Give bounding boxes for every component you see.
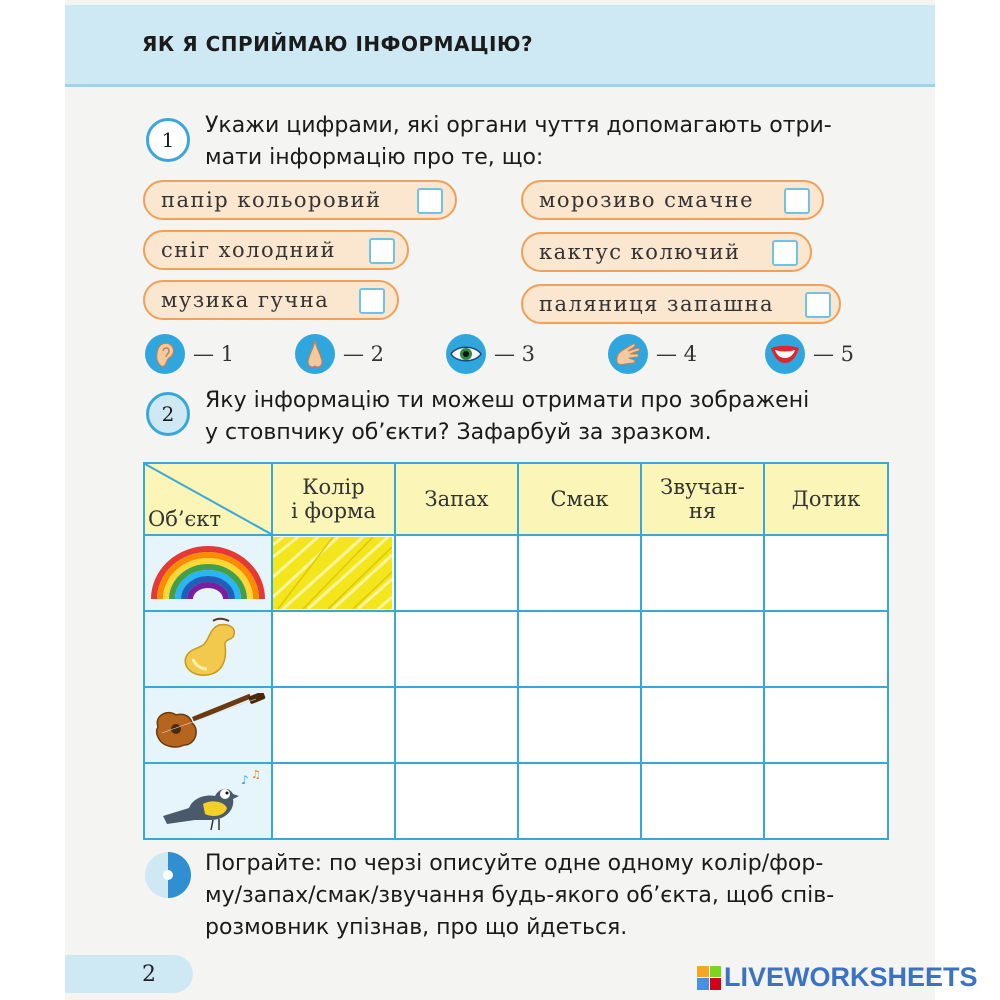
item-pill-bread bbox=[521, 284, 841, 324]
page-number-tab bbox=[65, 955, 193, 993]
item-label: папір кольоровий bbox=[161, 188, 382, 212]
play-together-icon bbox=[143, 850, 193, 900]
play-line3: розмовник упізнав, про що йдеться. bbox=[205, 915, 628, 940]
sense-mouth bbox=[765, 334, 854, 374]
answer-cell[interactable] bbox=[518, 763, 641, 839]
column-header-line2: і форма bbox=[291, 499, 376, 523]
object-cell bbox=[144, 763, 272, 839]
svg-text:♪: ♪ bbox=[241, 773, 249, 787]
ear-icon bbox=[145, 334, 185, 374]
object-cell bbox=[144, 611, 272, 687]
corner-header bbox=[144, 463, 272, 535]
page-title: ЯК Я СПРИЙМАЮ ІНФОРМАЦІЮ? bbox=[142, 32, 534, 56]
pear-icon bbox=[173, 615, 243, 679]
answer-cell[interactable] bbox=[764, 611, 888, 687]
answer-box-music[interactable] bbox=[359, 288, 385, 314]
table-row-pear bbox=[144, 611, 888, 687]
answer-cell[interactable] bbox=[518, 611, 641, 687]
nose-icon bbox=[295, 334, 335, 374]
task1-line2: мати інформацію про те, що: bbox=[205, 145, 544, 170]
task2-line1: Яку інформацію ти можеш отримати про зображені bbox=[205, 388, 810, 413]
column-header-line1: Смак bbox=[550, 487, 609, 511]
answer-cell[interactable] bbox=[395, 687, 518, 763]
play-line2: му/запах/смак/звучання будь-якого об’єкта, щоб спів- bbox=[205, 883, 835, 908]
mouth-icon bbox=[765, 334, 805, 374]
column-header-line1: Колір bbox=[302, 475, 365, 499]
sense-number-text: — 3 bbox=[494, 342, 536, 366]
item-pill-cactus bbox=[521, 232, 812, 272]
answer-cell[interactable] bbox=[641, 763, 764, 839]
answer-cell[interactable] bbox=[272, 763, 395, 839]
answer-box-paper[interactable] bbox=[417, 188, 443, 214]
sense-hand bbox=[608, 334, 697, 374]
guitar-icon bbox=[148, 693, 268, 753]
column-header-line1: Звучан- bbox=[660, 475, 745, 499]
answer-cell-colored-sample[interactable] bbox=[272, 535, 395, 611]
task1-line1: Укажи цифрами, які органи чуття допомагають отри- bbox=[205, 113, 832, 138]
column-header-line2: ня bbox=[688, 499, 717, 523]
senses-table bbox=[143, 462, 889, 840]
bird-icon bbox=[153, 766, 263, 832]
liveworksheets-logo-icon bbox=[697, 966, 721, 990]
task-number-1: 1 bbox=[146, 118, 190, 162]
answer-box-bread[interactable] bbox=[805, 292, 831, 318]
object-cell bbox=[144, 687, 272, 763]
answer-cell[interactable] bbox=[395, 611, 518, 687]
table-row-guitar bbox=[144, 687, 888, 763]
column-header-sound bbox=[641, 463, 764, 535]
column-header-touch bbox=[764, 463, 888, 535]
item-pill-icecream bbox=[521, 180, 824, 220]
rainbow-icon bbox=[148, 541, 268, 601]
sense-nose bbox=[295, 334, 384, 374]
answer-cell[interactable] bbox=[395, 535, 518, 611]
object-cell bbox=[144, 535, 272, 611]
table-row-rainbow bbox=[144, 535, 888, 611]
item-pill-snow bbox=[143, 230, 409, 270]
answer-cell[interactable] bbox=[641, 611, 764, 687]
answer-cell[interactable] bbox=[272, 611, 395, 687]
item-label: морозиво смачне bbox=[539, 188, 755, 212]
column-header-color-shape bbox=[272, 463, 395, 535]
item-label: кактус колючий bbox=[539, 240, 741, 264]
play-line1: Пограйте: по черзі описуйте одне одному колір/фор- bbox=[205, 851, 824, 876]
item-label: паляниця запашна bbox=[539, 292, 775, 316]
column-header-smell bbox=[395, 463, 518, 535]
answer-cell[interactable] bbox=[764, 763, 888, 839]
sense-number-text: — 5 bbox=[813, 342, 855, 366]
hand-icon bbox=[608, 334, 648, 374]
task-number-2: 2 bbox=[146, 392, 190, 436]
watermark-text: LIVEWORKSHEETS bbox=[724, 962, 978, 992]
answer-cell[interactable] bbox=[641, 535, 764, 611]
sense-eye bbox=[446, 334, 535, 374]
answer-cell[interactable] bbox=[395, 763, 518, 839]
item-label: сніг холодний bbox=[161, 238, 337, 262]
watermark bbox=[697, 962, 978, 993]
eye-icon bbox=[446, 334, 486, 374]
column-header-line1: Запах bbox=[424, 487, 489, 511]
item-pill-paper bbox=[143, 180, 457, 220]
sense-number-text: — 2 bbox=[343, 342, 385, 366]
answer-cell[interactable] bbox=[764, 535, 888, 611]
corner-label: Об’єкт bbox=[148, 507, 222, 531]
answer-box-snow[interactable] bbox=[369, 238, 395, 264]
yellow-scribble bbox=[273, 537, 392, 609]
svg-text:♫: ♫ bbox=[251, 768, 261, 781]
sense-number-text: — 1 bbox=[193, 342, 235, 366]
column-header-taste bbox=[518, 463, 641, 535]
answer-box-icecream[interactable] bbox=[784, 188, 810, 214]
answer-cell[interactable] bbox=[518, 535, 641, 611]
sense-number-text: — 4 bbox=[656, 342, 698, 366]
sense-ear bbox=[145, 334, 234, 374]
item-pill-music bbox=[143, 280, 399, 320]
answer-cell[interactable] bbox=[272, 687, 395, 763]
answer-cell[interactable] bbox=[518, 687, 641, 763]
table-row-bird bbox=[144, 763, 888, 839]
item-label: музика гучна bbox=[161, 288, 330, 312]
task2-line2: у стовпчику об’єкти? Зафарбуй за зразком. bbox=[205, 420, 712, 445]
column-header-line1: Дотик bbox=[791, 487, 861, 511]
answer-cell[interactable] bbox=[641, 687, 764, 763]
answer-box-cactus[interactable] bbox=[772, 240, 798, 266]
page-number: 2 bbox=[142, 962, 156, 987]
answer-cell[interactable] bbox=[764, 687, 888, 763]
